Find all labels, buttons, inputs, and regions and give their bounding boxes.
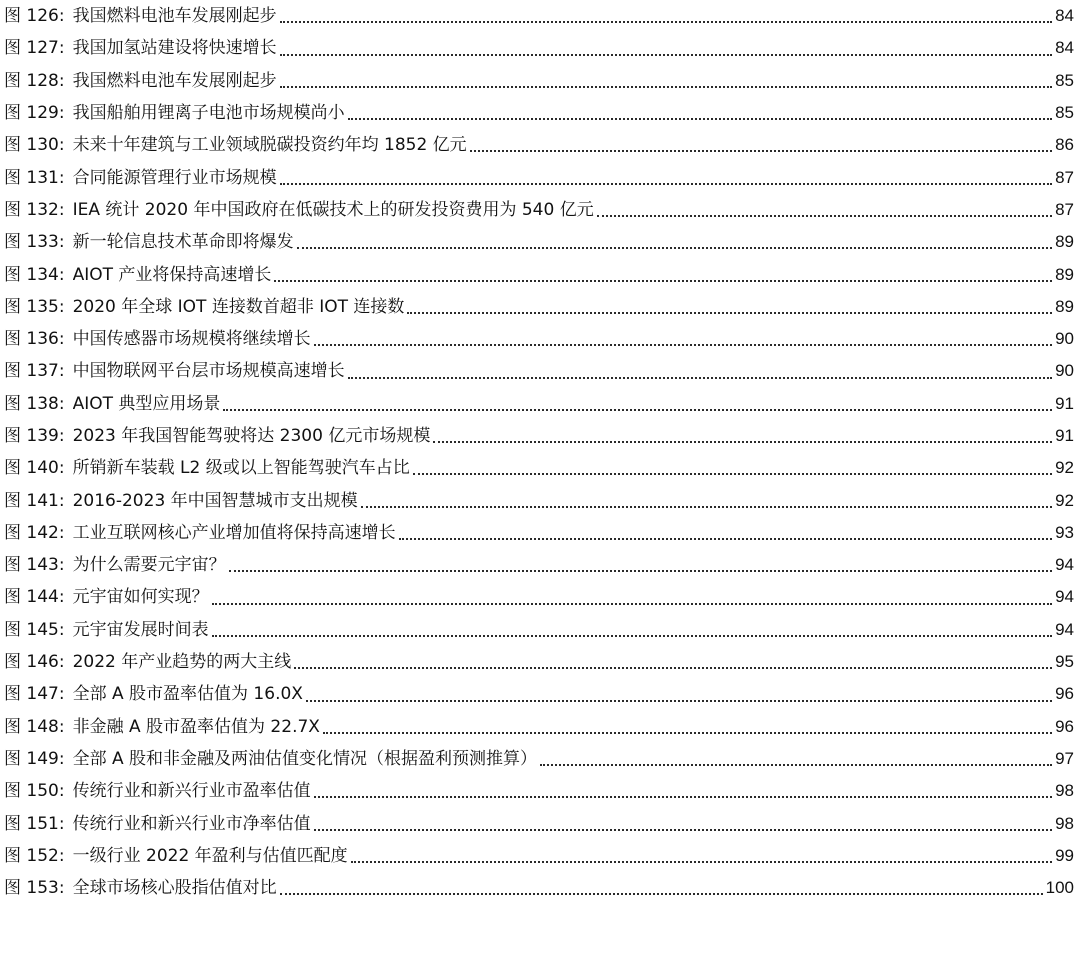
toc-entry-line (4, 646, 1074, 678)
dot-leader (229, 570, 1052, 572)
page-number: 89 (1055, 264, 1074, 284)
figure-number: 图 151: (4, 813, 65, 834)
dot-leader (407, 312, 1052, 314)
dot-leader (280, 86, 1052, 88)
figure-number: 图 137: (4, 361, 65, 382)
dot-leader (399, 538, 1052, 540)
toc-entry-line (4, 226, 1074, 258)
page-number: 92 (1055, 458, 1074, 478)
toc-entry-line (4, 581, 1074, 613)
page-number: 95 (1055, 652, 1074, 672)
figure-number: 图 139: (4, 426, 65, 446)
toc-entry[interactable] (0, 226, 1080, 258)
figure-title: IEA 统计 2020 年中国政府在低碳技术上的研发投资费用为 540 亿元 (72, 199, 594, 220)
toc-entry-line (4, 452, 1074, 484)
figure-title: 一级行业 2022 年盈利与估值匹配度 (72, 845, 348, 866)
toc-entry[interactable] (0, 872, 1080, 904)
toc-entry[interactable] (0, 65, 1080, 97)
figure-number: 图 142: (4, 522, 65, 543)
toc-entry-line (4, 0, 1074, 32)
page-number: 97 (1055, 748, 1074, 768)
page-number: 85 (1055, 103, 1074, 123)
toc-entry[interactable] (0, 291, 1080, 323)
dot-leader (323, 732, 1052, 734)
dot-leader (212, 603, 1052, 605)
toc-entry[interactable] (0, 161, 1080, 193)
toc-entry-line (4, 65, 1074, 97)
dot-leader (413, 473, 1052, 475)
figure-title: 为什么需要元宇宙？ (72, 555, 226, 576)
figure-number: 图 143: (4, 555, 65, 576)
toc-entry-line (4, 517, 1074, 549)
dot-leader (223, 409, 1052, 411)
figure-number: 图 141: (4, 490, 65, 511)
page-number: 96 (1055, 684, 1074, 704)
page-number: 94 (1055, 587, 1074, 607)
figure-title: 我国加氢站建设将快速增长 (72, 38, 277, 59)
toc-entry[interactable] (0, 388, 1080, 420)
toc-entry[interactable] (0, 420, 1080, 452)
figure-number: 图 152: (4, 845, 65, 866)
page-number: 98 (1055, 813, 1074, 833)
figure-number: 图 130: (4, 135, 65, 156)
page-number: 100 (1045, 878, 1074, 898)
page-number: 93 (1055, 522, 1074, 542)
dot-leader (348, 377, 1052, 379)
figure-title: AIOT 产业将保持高速增长 (72, 264, 272, 285)
figure-title: 新一轮信息技术革命即将爆发 (72, 232, 294, 253)
toc-entry-line (4, 711, 1074, 743)
figure-title: 全球市场核心股指估值对比 (72, 878, 277, 899)
figure-number: 图 149: (4, 748, 65, 769)
figure-title: 传统行业和新兴行业市净率估值 (72, 813, 311, 834)
toc-entry[interactable] (0, 743, 1080, 775)
page-number: 96 (1055, 716, 1074, 736)
page-number: 94 (1055, 619, 1074, 639)
toc-entry[interactable] (0, 614, 1080, 646)
toc-entry-line (4, 420, 1074, 452)
figure-number: 图 136: (4, 329, 65, 350)
toc-entry[interactable] (0, 258, 1080, 290)
figure-title: 全部 A 股和非金融及两油估值变化情况（根据盈利预测推算） (72, 748, 538, 769)
figure-title: 元宇宙如何实现？ (72, 587, 209, 608)
dot-leader (212, 635, 1052, 637)
toc-entry[interactable] (0, 452, 1080, 484)
toc-entry-line (4, 129, 1074, 161)
figure-title: 传统行业和新兴行业市盈率估值 (72, 781, 311, 802)
toc-entry[interactable] (0, 646, 1080, 678)
dot-leader (314, 829, 1052, 831)
toc-entry[interactable] (0, 0, 1080, 32)
dot-leader (274, 280, 1052, 282)
dot-leader (314, 344, 1052, 346)
page-number: 87 (1055, 199, 1074, 219)
figure-number: 图 126: (4, 6, 65, 27)
dot-leader (280, 893, 1043, 895)
figure-number: 图 144: (4, 587, 65, 608)
figure-title: 我国燃料电池车发展刚起步 (72, 70, 277, 91)
toc-entry-line (4, 678, 1074, 710)
page-number: 87 (1055, 167, 1074, 187)
figure-number: 图 133: (4, 232, 65, 253)
page-number: 90 (1055, 329, 1074, 349)
toc-entry[interactable] (0, 323, 1080, 355)
figure-number: 图 132: (4, 199, 65, 220)
figure-number: 图 153: (4, 878, 65, 899)
dot-leader (297, 247, 1052, 249)
figure-title: 合同能源管理行业市场规模 (72, 167, 277, 188)
toc-entry[interactable] (0, 32, 1080, 64)
toc-entry-line (4, 872, 1074, 904)
toc-entry[interactable] (0, 97, 1080, 129)
page-number: 99 (1055, 845, 1074, 865)
toc-entry[interactable] (0, 517, 1080, 549)
page-number: 89 (1055, 296, 1074, 316)
toc-entry[interactable] (0, 807, 1080, 839)
figure-number: 图 131: (4, 167, 65, 188)
toc-entry[interactable] (0, 775, 1080, 807)
toc-entry[interactable] (0, 840, 1080, 872)
dot-leader (280, 54, 1052, 56)
toc-entry-line (4, 32, 1074, 64)
page-number: 91 (1055, 393, 1074, 413)
figure-title: 全部 A 股市盈率估值为 16.0X (72, 684, 303, 705)
figure-title: 工业互联网核心产业增加值将保持高速增长 (72, 522, 396, 543)
toc-entry-line (4, 807, 1074, 839)
toc-entry-line (4, 549, 1074, 581)
toc-entry[interactable] (0, 549, 1080, 581)
dot-leader (351, 861, 1052, 863)
figure-number: 图 147: (4, 684, 65, 705)
toc-entry-line (4, 775, 1074, 807)
figure-title: 我国燃料电池车发展刚起步 (72, 6, 277, 27)
toc-entry[interactable] (0, 678, 1080, 710)
figure-title: 2016-2023 年中国智慧城市支出规模 (72, 490, 358, 511)
toc-entry-line (4, 840, 1074, 872)
dot-leader (314, 796, 1052, 798)
toc-entry[interactable] (0, 194, 1080, 226)
figure-number: 图 128: (4, 70, 65, 91)
figure-number: 图 129: (4, 103, 65, 124)
toc-entry-line (4, 291, 1074, 323)
page-number: 98 (1055, 781, 1074, 801)
figure-title: 2022 年产业趋势的两大主线 (72, 652, 292, 673)
dot-leader (348, 118, 1052, 120)
figure-title: 2023 年我国智能驾驶将达 2300 亿元市场规模 (72, 426, 431, 446)
figure-number: 图 140: (4, 458, 65, 479)
toc-entry-line (4, 743, 1074, 775)
figure-title: 我国船舶用锂离子电池市场规模尚小 (72, 103, 345, 124)
toc-entry-line (4, 258, 1074, 290)
dot-leader (280, 183, 1052, 185)
page-number: 90 (1055, 361, 1074, 381)
figure-number: 图 146: (4, 652, 65, 673)
page-number: 92 (1055, 490, 1074, 510)
page-number: 89 (1055, 232, 1074, 252)
dot-leader (433, 441, 1052, 443)
dot-leader (361, 506, 1052, 508)
figure-number: 图 135: (4, 296, 65, 317)
figure-number: 图 127: (4, 38, 65, 59)
figure-title: 元宇宙发展时间表 (72, 619, 209, 640)
figure-title: 中国传感器市场规模将继续增长 (72, 329, 311, 350)
toc-entry[interactable] (0, 355, 1080, 387)
dot-leader (540, 764, 1052, 766)
figure-number: 图 148: (4, 716, 65, 737)
toc-entry-line (4, 161, 1074, 193)
dot-leader (597, 215, 1052, 217)
page-number: 84 (1055, 6, 1074, 26)
page-number: 85 (1055, 70, 1074, 90)
figure-title: 非金融 A 股市盈率估值为 22.7X (72, 716, 320, 737)
figure-number: 图 150: (4, 781, 65, 802)
page-number: 94 (1055, 555, 1074, 575)
toc-entry-line (4, 97, 1074, 129)
toc-entry-line (4, 194, 1074, 226)
figure-number: 图 134: (4, 264, 65, 285)
dot-leader (280, 21, 1052, 23)
toc-entry-line (4, 388, 1074, 420)
dot-leader (470, 150, 1052, 152)
toc-entry[interactable] (0, 711, 1080, 743)
toc-entry[interactable] (0, 129, 1080, 161)
toc-entry[interactable] (0, 484, 1080, 516)
figure-title: 2020 年全球 IOT 连接数首超非 IOT 连接数 (72, 296, 405, 317)
toc-entry-line (4, 355, 1074, 387)
toc-entry-line (4, 323, 1074, 355)
page-number: 84 (1055, 38, 1074, 58)
dot-leader (306, 700, 1052, 702)
figure-title: AIOT 典型应用场景 (72, 393, 221, 414)
toc-entry-line (4, 614, 1074, 646)
figure-title: 未来十年建筑与工业领域脱碳投资约年均 1852 亿元 (72, 135, 467, 156)
figure-title: 中国物联网平台层市场规模高速增长 (72, 361, 345, 382)
figure-title: 所销新车装载 L2 级或以上智能驾驶汽车占比 (72, 458, 410, 479)
page-number: 86 (1055, 135, 1074, 155)
page-number: 91 (1055, 426, 1074, 445)
toc-entry-line (4, 484, 1074, 516)
figure-number: 图 138: (4, 393, 65, 414)
toc-entry[interactable] (0, 581, 1080, 613)
figure-number: 图 145: (4, 619, 65, 640)
dot-leader (294, 667, 1052, 669)
